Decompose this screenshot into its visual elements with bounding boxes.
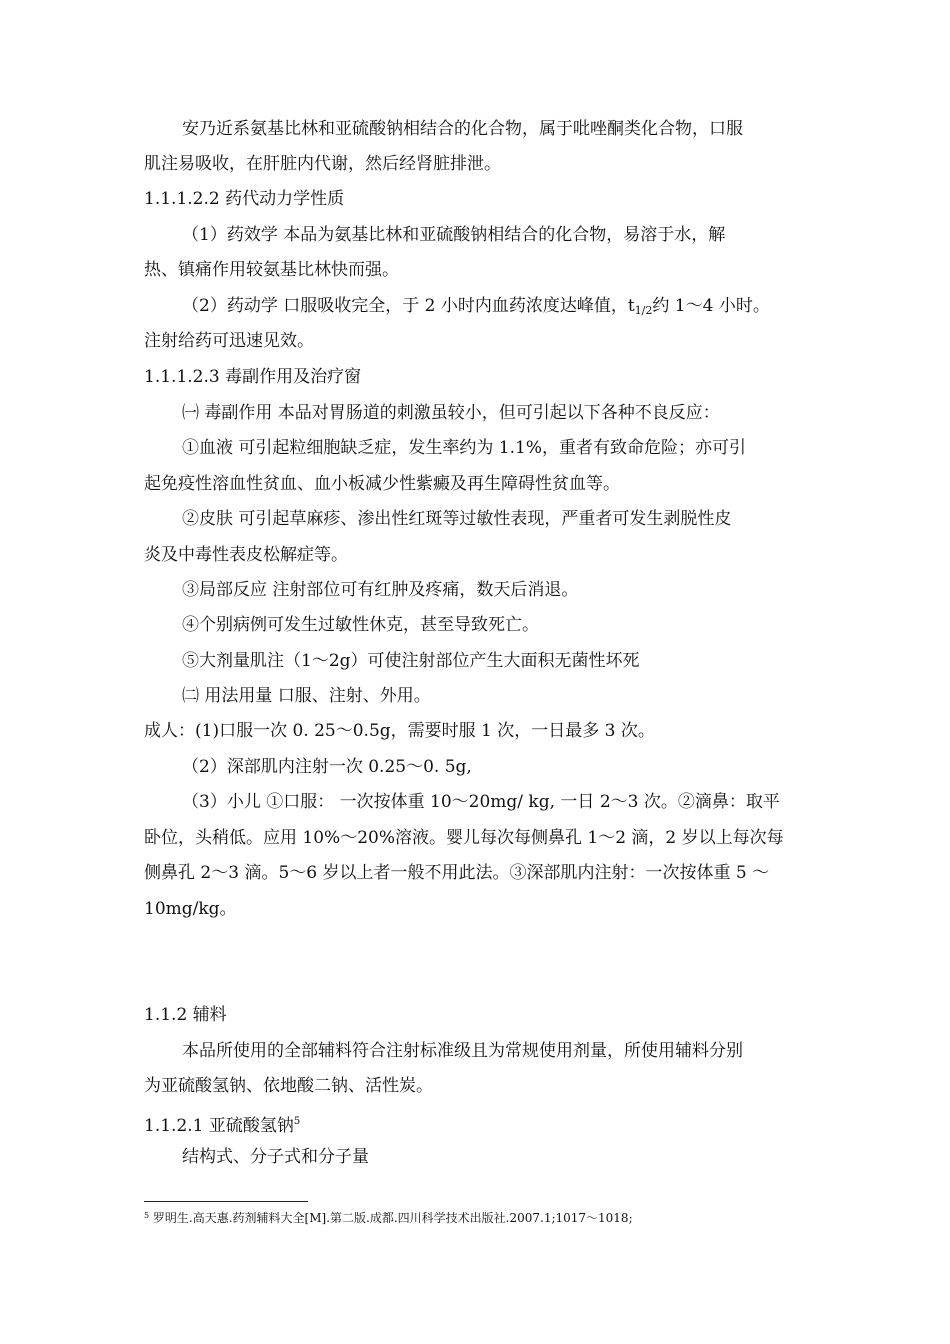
paragraph-line: 结构式、分子式和分子量	[182, 1147, 369, 1167]
text-segment: 约 1～4 小时。	[652, 296, 770, 316]
footnote-divider	[144, 1201, 308, 1202]
text-segment: 1.1.2.1 亚硫酸氢钠	[144, 1116, 294, 1136]
section-heading: 1.1.2 辅料	[144, 1005, 227, 1025]
footnote	[144, 1208, 633, 1226]
paragraph-line: 安乃近系氨基比林和亚硫酸钠相结合的化合物，属于吡唑酮类化合物，口服	[182, 119, 743, 139]
paragraph-line: 成人：(1)口服一次 0. 25～0.5g，需要时服 1 次，一日最多 3 次。	[144, 721, 655, 741]
paragraph-line: （2）深部肌内注射一次 0.25～0. 5g,	[182, 757, 472, 777]
footnote-reference: 5	[293, 1116, 301, 1127]
paragraph-line: ㈡ 用法用量 口服、注射、外用。	[182, 686, 431, 706]
footnote-mark: 5	[144, 1211, 150, 1220]
paragraph-line: ②皮肤 可引起草麻疹、渗出性红斑等过敏性表现，严重者可发生剥脱性皮	[182, 509, 732, 529]
footnote-text: 罗明生.高天惠.药剂辅料大全[M].第二版.成都.四川科学技术出版社.2007.1;1017～1018;	[152, 1211, 633, 1225]
paragraph-line: 注射给药可迅速见效。	[144, 331, 314, 351]
paragraph-line: （3）小儿 ①口服： 一次按体重 10～20mg/ kg, 一日 2～3 次。②滴鼻：取平	[182, 792, 780, 812]
subscript: 1/2	[634, 304, 653, 317]
paragraph-line: ⑤大剂量肌注（1～2g）可使注射部位产生大面积无菌性坏死	[182, 651, 640, 671]
paragraph-line: 起免疫性溶血性贫血、血小板减少性紫癜及再生障碍性贫血等。	[144, 474, 620, 494]
paragraph-line: （1）药效学 本品为氨基比林和亚硫酸钠相结合的化合物，易溶于水，解	[182, 225, 726, 245]
paragraph-line: 为亚硫酸氢钠、依地酸二钠、活性炭。	[144, 1076, 433, 1096]
paragraph-line: ㈠ 毒副作用 本品对胃肠道的刺激虽较小，但可引起以下各种不良反应：	[182, 403, 720, 423]
paragraph-line: 炎及中毒性表皮松解症等。	[144, 545, 348, 565]
section-heading	[144, 1111, 300, 1137]
paragraph-line: 本品所使用的全部辅料符合注射标准级且为常规使用剂量，所使用辅料分别	[182, 1041, 743, 1061]
paragraph-line: ①血液 可引起粒细胞缺乏症，发生率约为 1.1%，重者有致命危险；亦可引	[182, 438, 746, 458]
paragraph-line: 卧位，头稍低。应用 10%～20%溶液。婴儿每次每侧鼻孔 1～2 滴，2 岁以上每次每	[144, 828, 784, 848]
paragraph-line: 10mg/kg。	[144, 899, 237, 919]
paragraph-line: 热、镇痛作用较氨基比林快而强。	[144, 260, 399, 280]
section-heading: 1.1.1.2.3 毒副作用及治疗窗	[144, 367, 362, 387]
paragraph-line: 肌注易吸收，在肝脏内代谢，然后经肾脏排泄。	[144, 154, 501, 174]
paragraph-line: ③局部反应 注射部位可有红肿及疼痛，数天后消退。	[182, 580, 579, 600]
paragraph-line: ④个别病例可发生过敏性休克，甚至导致死亡。	[182, 615, 539, 635]
text-segment: （2）药动学 口服吸收完全，于 2 小时内血药浓度达峰值，t	[182, 296, 635, 316]
paragraph-line: 侧鼻孔 2～3 滴。5～6 岁以上者一般不用此法。③深部肌内注射：一次按体重 5 ～	[144, 863, 770, 883]
section-heading: 1.1.1.2.2 药代动力学性质	[144, 189, 345, 209]
paragraph-line	[182, 295, 770, 322]
